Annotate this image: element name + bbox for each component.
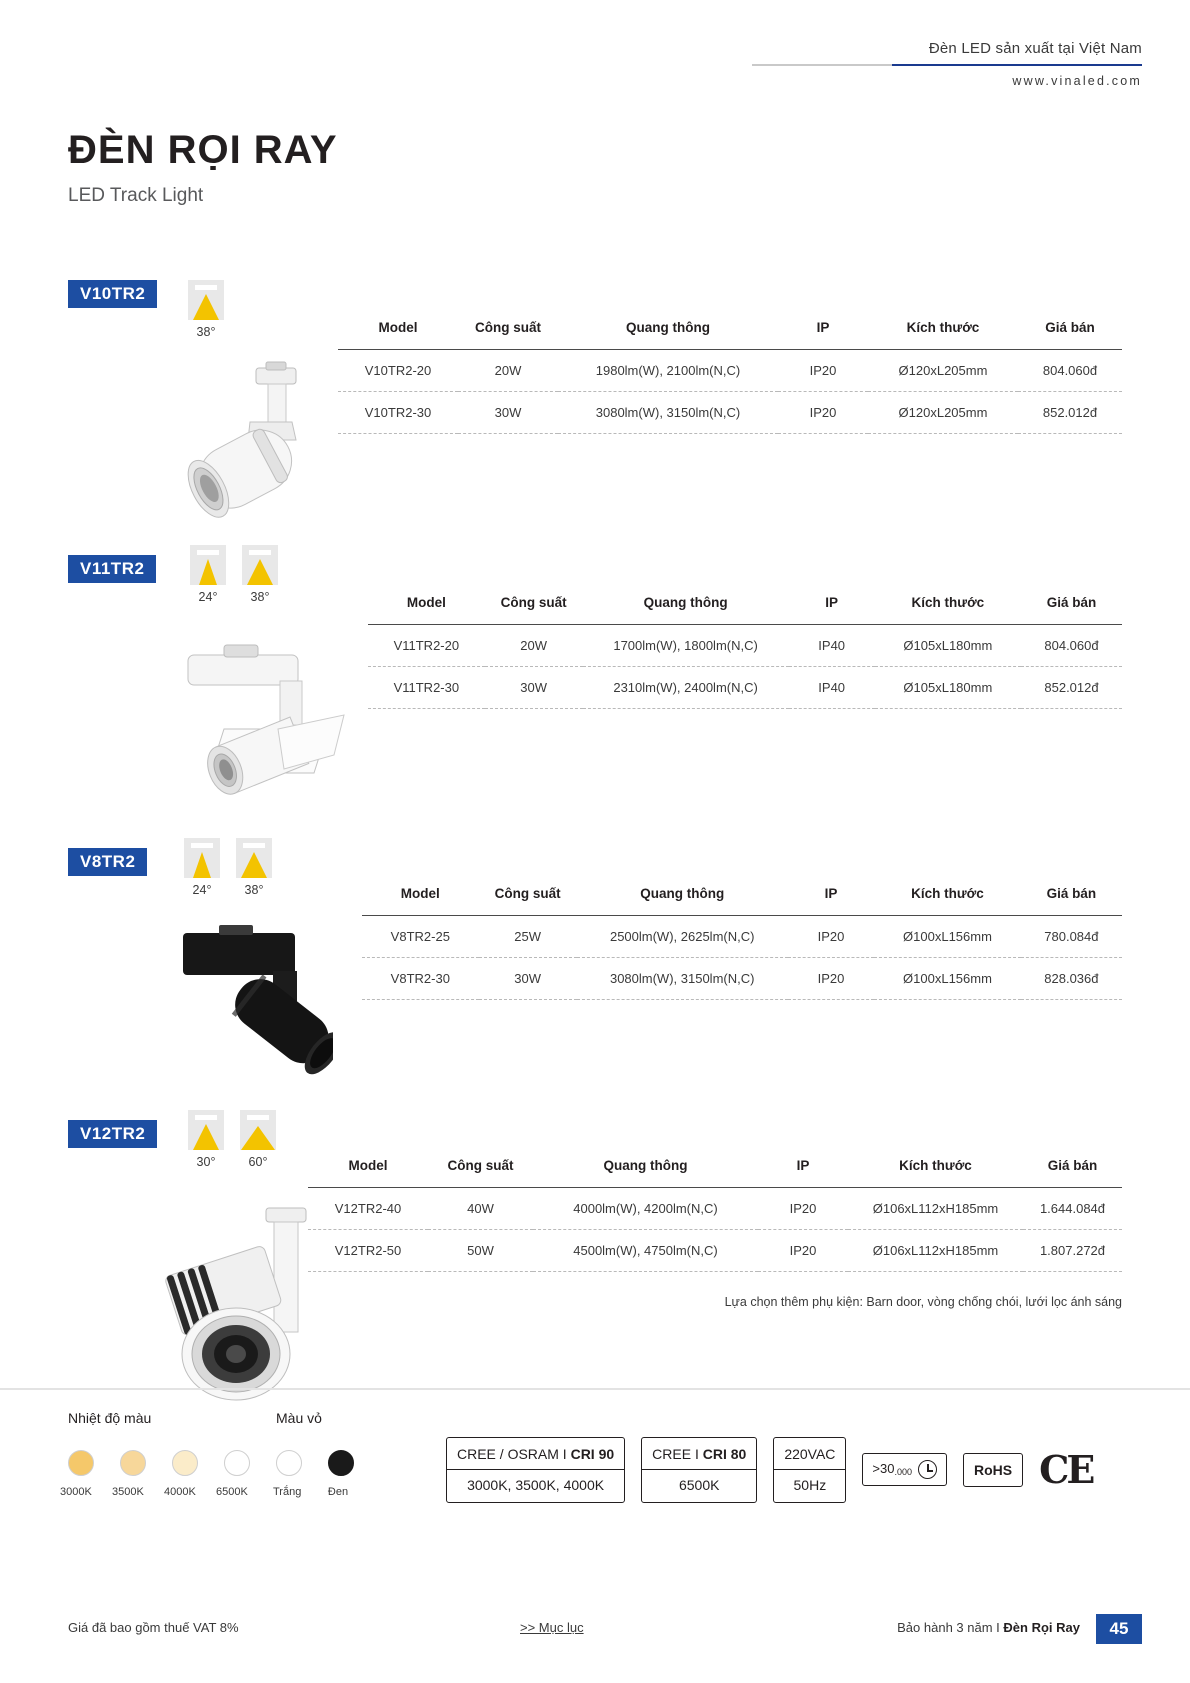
brand-divider [892,64,1142,66]
th-ip: IP [816,320,830,335]
product-image-v10tr2 [128,360,348,535]
th-model: Model [400,886,440,901]
cell-size: Ø106xL112xH185mm [872,1201,999,1216]
beam-angle-group [188,1110,276,1169]
cell-price: 852.012đ [1044,680,1099,695]
beam-angle-label: 38° [250,590,270,604]
cell-model: V11TR2-20 [393,638,460,653]
badge-lifetime-value: >30.000 [872,1461,913,1478]
cct-swatch-3500k [120,1450,146,1476]
cell-price: 828.036đ [1044,971,1099,986]
body-color-name: Đen [327,1486,349,1498]
badge-cri80-line1: CREE I CRI 80 [652,1446,747,1462]
cell-power: 20W [520,638,547,653]
badge-rohs [963,1453,1023,1487]
beam-cone-icon [190,545,226,585]
th-flux: Quang thông [640,886,725,901]
th-size: Kích thước [911,595,985,610]
beam-angle-label: 24° [198,590,218,604]
th-power: Công suất [500,595,567,610]
warranty-text [897,1620,1080,1635]
cell-flux: 1980lm(W), 2100lm(N,C) [595,363,741,378]
beam-angle-label: 60° [248,1155,268,1169]
product-image-v11tr2 [128,633,358,813]
beam-angle-item [236,838,272,897]
warranty-label: Bảo hành 3 năm [897,1620,993,1635]
vat-note: Giá đã bao gồm thuế VAT 8% [68,1620,239,1635]
table-header-row [308,1158,1122,1188]
body-color-name: Trắng [273,1486,302,1498]
cell-model: V12TR2-40 [334,1201,402,1216]
product-code-badge: V8TR2 [68,848,147,876]
body-swatch-black [328,1450,354,1476]
cell-flux: 3080lm(W), 3150lm(N,C) [609,971,755,986]
cell-model: V11TR2-30 [393,680,460,695]
beam-cone-icon [242,545,278,585]
cell-flux: 3080lm(W), 3150lm(N,C) [595,405,741,420]
beam-angle-label: 38° [244,883,264,897]
product-block-v10tr2 [68,280,1122,420]
th-power: Công suất [494,886,561,901]
cct-group [60,1410,250,1498]
cell-size: Ø106xL112xH185mm [872,1243,999,1258]
body-color-label: Màu vỏ [276,1410,322,1426]
product-block-v11tr2 [68,555,1122,695]
brand-website: www.vinaled.com [1012,74,1142,88]
beam-angle-label: 30° [196,1155,216,1169]
cell-size: Ø100xL156mm [903,929,992,944]
cell-ip: IP20 [809,405,837,420]
th-flux: Quang thông [626,320,710,335]
table-header-row [368,595,1122,625]
cct-name: 3500K [112,1486,144,1498]
cell-power: 30W [520,680,547,695]
cell-ip: IP20 [789,1201,817,1216]
beam-cone-icon [188,1110,224,1150]
beam-cone-icon [236,838,272,878]
th-flux: Quang thông [643,595,728,610]
cct-name: 6500K [216,1486,248,1498]
page-number: 45 [1096,1614,1142,1644]
cell-size: Ø100xL156mm [903,971,992,986]
beam-angle-group [188,280,224,339]
accessory-note: Lựa chọn thêm phụ kiện: Barn door, vòng chống chói, lưới lọc ánh sáng [724,1295,1122,1309]
cell-ip: IP40 [818,680,846,695]
beam-angle-group [190,545,278,604]
th-price: Giá bán [1047,1158,1098,1173]
th-power: Công suất [475,320,541,335]
cell-price: 780.084đ [1044,929,1099,944]
cell-ip: IP20 [789,1243,817,1258]
table-row [362,916,1122,958]
cell-model: V12TR2-50 [334,1243,402,1258]
beam-angle-label: 38° [196,325,216,339]
beam-angle-item [242,545,278,604]
product-code-badge: V12TR2 [68,1120,157,1148]
table-row [338,350,1122,392]
body-color-swatches [276,1450,354,1476]
table-header-row [362,886,1122,916]
cell-flux: 4500lm(W), 4750lm(N,C) [573,1243,718,1258]
table-row [362,958,1122,1000]
th-ip: IP [824,886,838,901]
cell-model: V10TR2-20 [364,363,432,378]
th-size: Kích thước [906,320,980,335]
cell-power: 50W [467,1243,494,1258]
table-of-contents-link[interactable]: >> Mục lục [520,1620,584,1635]
badge-cri90-line1: CREE / OSRAM I CRI 90 [457,1446,615,1462]
cell-price: 1.644.084đ [1039,1201,1106,1216]
beam-angle-item [190,545,226,604]
badge-rohs-label: RoHS [974,1461,1013,1478]
cct-swatches [68,1450,250,1476]
cell-ip: IP20 [817,929,845,944]
beam-cone-icon [240,1110,276,1150]
cct-swatch-4000k [172,1450,198,1476]
spec-table-v8tr2 [362,886,1122,1000]
spec-table-v11tr2 [368,595,1122,709]
page-title: ĐÈN RỌI RAY [68,128,338,172]
beam-cone-icon [188,280,224,320]
beam-angle-item [188,1110,224,1169]
ce-mark-icon: CE [1039,1447,1093,1493]
body-color-labels [273,1486,354,1498]
beam-angle-item [184,838,220,897]
badge-cri80-line2: 6500K [678,1477,720,1494]
th-size: Kích thước [911,886,984,901]
cell-power: 25W [514,929,541,944]
th-flux: Quang thông [603,1158,688,1173]
product-block-v8tr2 [68,848,1122,986]
table-row [338,392,1122,434]
badge-voltage [773,1437,846,1503]
cell-ip: IP20 [817,971,845,986]
cell-power: 40W [467,1201,494,1216]
table-header-row [338,320,1122,350]
cell-flux: 1700lm(W), 1800lm(N,C) [613,638,758,653]
th-power: Công suất [447,1158,514,1173]
cell-power: 30W [494,405,522,420]
cell-ip: IP20 [809,363,837,378]
badge-cri90 [446,1437,625,1503]
spec-table-v12tr2 [308,1158,1122,1272]
cell-price: 852.012đ [1042,405,1098,420]
body-color-group [273,1410,354,1498]
cell-flux: 4000lm(W), 4200lm(N,C) [573,1201,718,1216]
cell-price: 804.060đ [1044,638,1099,653]
th-size: Kích thước [899,1158,972,1173]
cct-name: 3000K [60,1486,92,1498]
certification-badges [446,1437,1092,1503]
cell-size: Ø105xL180mm [903,680,993,695]
cct-labels [60,1486,250,1498]
cell-ip: IP40 [818,638,846,653]
title-block [68,128,338,207]
th-model: Model [348,1158,388,1173]
cell-size: Ø120xL205mm [898,405,988,420]
cell-size: Ø105xL180mm [903,638,993,653]
cell-price: 1.807.272đ [1039,1243,1106,1258]
body-swatch-white [276,1450,302,1476]
cct-name: 4000K [164,1486,196,1498]
cell-model: V8TR2-30 [390,971,450,986]
th-ip: IP [825,595,839,610]
page-header [722,40,1142,88]
warranty-separator: I [996,1620,1000,1635]
th-price: Giá bán [1046,886,1097,901]
table-row [308,1188,1122,1230]
cell-flux: 2310lm(W), 2400lm(N,C) [613,680,758,695]
cct-swatch-6500k [224,1450,250,1476]
spec-table-v10tr2 [338,320,1122,434]
product-code-badge: V11TR2 [68,555,156,583]
product-block-v12tr2 [68,1120,1122,1309]
beam-angle-label: 24° [192,883,212,897]
th-price: Giá bán [1045,320,1095,335]
footer-category: Đèn Rọi Ray [1003,1620,1080,1635]
badge-voltage-line2: 50Hz [793,1477,827,1494]
cell-size: Ø120xL205mm [898,363,988,378]
th-model: Model [406,595,446,610]
badge-cri90-line2: 3000K, 3500K, 4000K [467,1477,605,1494]
cct-label: Nhiệt độ màu [68,1410,152,1426]
brand-tagline: Đèn LED sản xuất tại Việt Nam [928,40,1142,57]
page-subtitle: LED Track Light [68,185,204,206]
product-image-v8tr2 [123,923,333,1083]
cell-price: 804.060đ [1042,363,1098,378]
th-model: Model [378,320,418,335]
cell-flux: 2500lm(W), 2625lm(N,C) [609,929,755,944]
clock-icon [918,1460,937,1479]
badge-lifetime [862,1453,947,1486]
beam-angle-item [240,1110,276,1169]
badge-cri80 [641,1437,757,1503]
beam-angle-item [188,280,224,339]
product-code-badge: V10TR2 [68,280,157,308]
th-price: Giá bán [1046,595,1097,610]
cell-model: V8TR2-25 [390,929,450,944]
footer [0,1390,1190,1683]
beam-angle-group [184,838,272,897]
badge-voltage-line1: 220VAC [784,1446,836,1462]
table-row [368,667,1122,709]
table-row [368,625,1122,667]
th-ip: IP [796,1158,810,1173]
table-row [308,1230,1122,1272]
beam-cone-icon [184,838,220,878]
cct-swatch-3000k [68,1450,94,1476]
cell-power: 20W [494,363,522,378]
cell-power: 30W [514,971,541,986]
cell-model: V10TR2-30 [364,405,432,420]
